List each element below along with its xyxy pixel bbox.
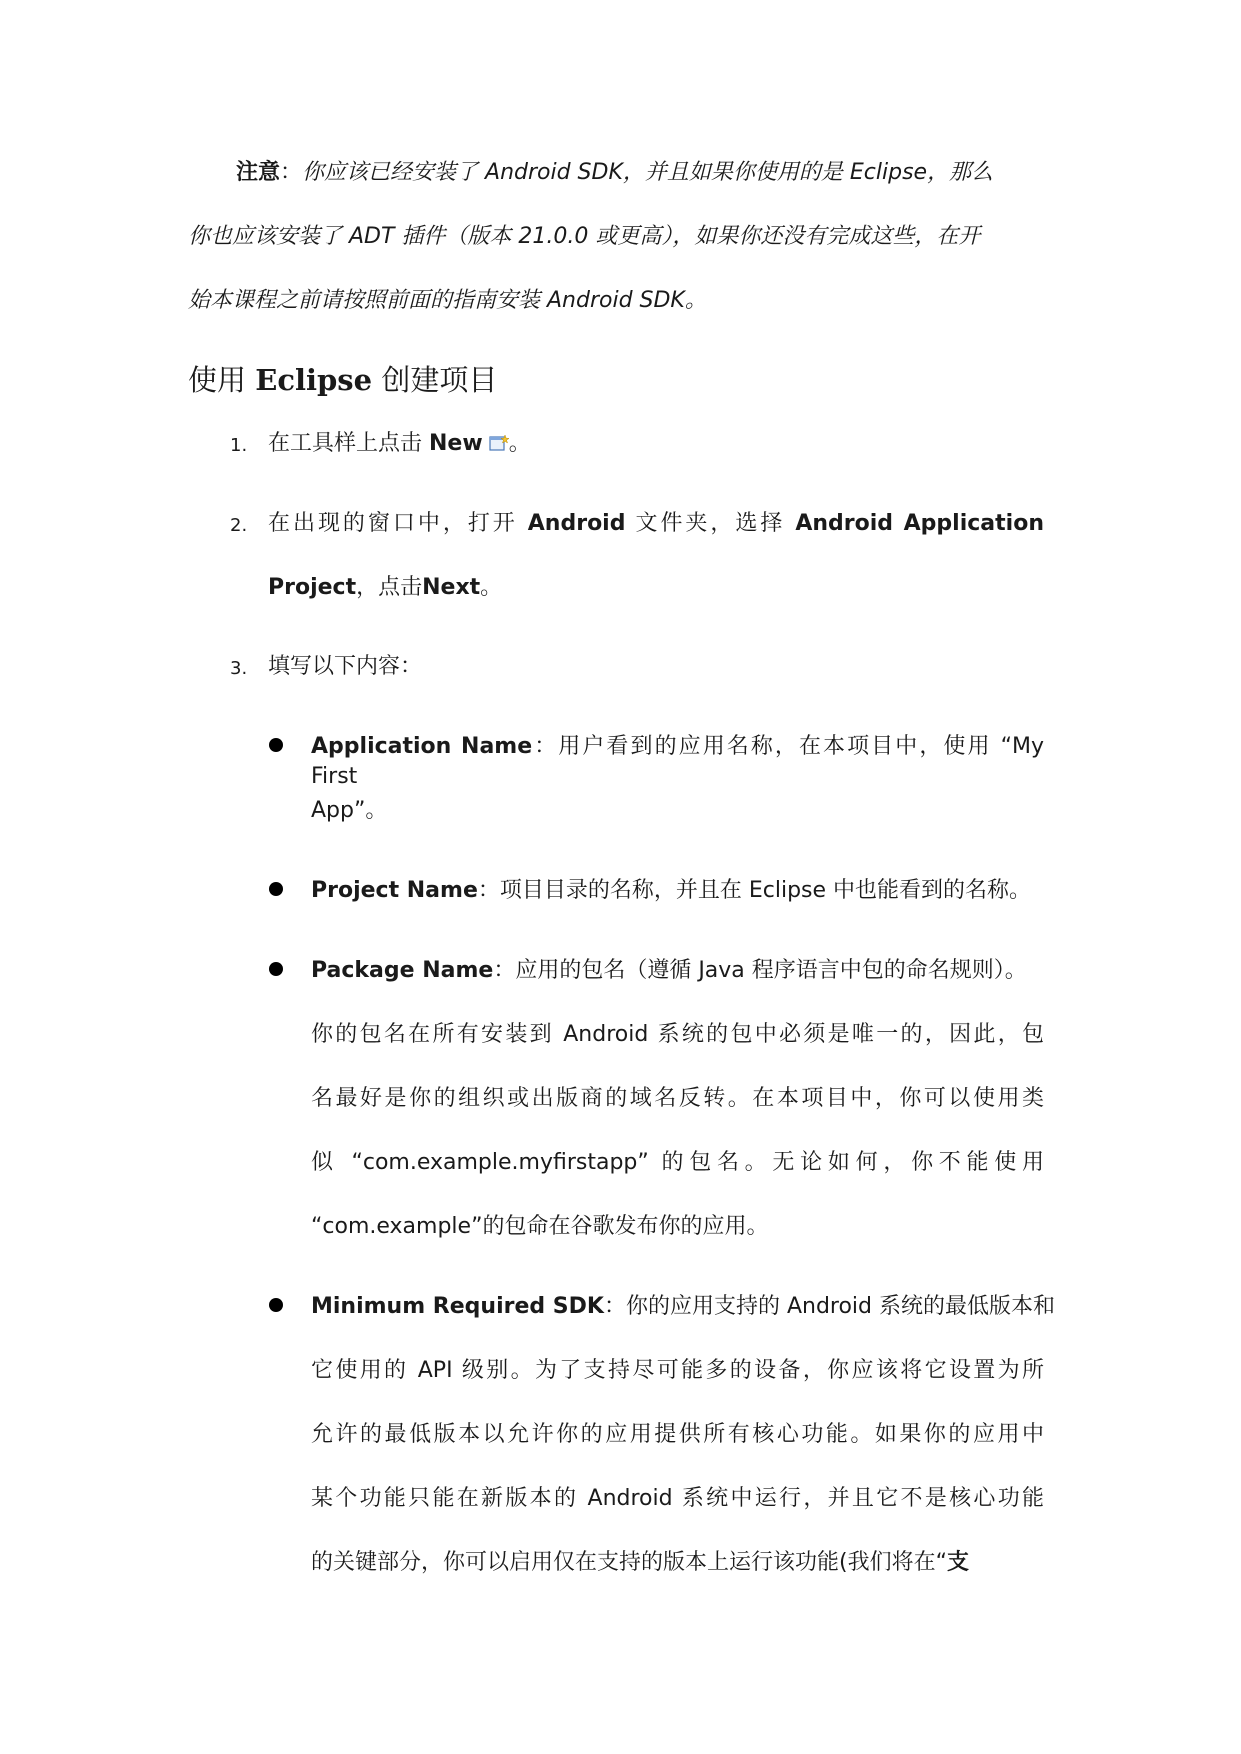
step-1	[268, 429, 531, 459]
section-heading	[188, 360, 497, 400]
bullet-package-name	[269, 962, 283, 976]
note-text-3: 始本课程之前请按照前面的指南安装 Android SDK。	[188, 288, 707, 313]
field-minimum-sdk-line-3	[311, 1420, 1044, 1450]
field-project-name-line-1	[311, 876, 1031, 906]
field-application-name-line-2	[311, 796, 387, 826]
field-package-name-line-3	[311, 1084, 1044, 1114]
step-2-bold-2: Android Application	[795, 511, 1044, 536]
heading-text-latin: Eclipse	[255, 363, 373, 397]
field-text: ：应用的包名（遵循 Java 程序语言中包的命名规则）。	[493, 958, 1027, 983]
field-text: 名最好是你的组织或出版商的域名反转。在本项目中，你可以使用类	[311, 1086, 1044, 1111]
field-minimum-sdk-line-5	[311, 1548, 969, 1578]
field-text: ：用户看到的应用名称，在本项目中，使用 “My First	[311, 734, 1044, 789]
step-2-bold-3: Project	[268, 575, 357, 600]
field-text: 你的包名在所有安装到 Android 系统的包中必须是唯一的，因此，包	[311, 1022, 1044, 1047]
field-text: 某个功能只能在新版本的 Android 系统中运行，并且它不是核心功能	[311, 1486, 1044, 1511]
step-2-bold-4: Next	[422, 575, 481, 600]
field-text: 似 “com.example.myfirstapp” 的包名。无论如何，你不能使用	[311, 1150, 1044, 1175]
field-text: ：你的应用支持的 Android 系统的最低版本和	[603, 1294, 1055, 1319]
step-1-text: 在工具样上点击	[268, 431, 423, 456]
field-package-name-line-4	[311, 1148, 1044, 1178]
step-2-period: 。	[480, 575, 503, 600]
step-1-bold: New	[429, 431, 483, 456]
field-text: 的关键部分，你可以启用仅在支持的版本上运行该功能(我们将在“	[311, 1550, 947, 1575]
note-line-1	[236, 158, 993, 188]
note-label: 注意	[236, 160, 281, 185]
field-minimum-sdk-line-2	[311, 1356, 1044, 1386]
heading-text-1: 使用	[188, 363, 247, 397]
field-name: Application Name	[311, 734, 533, 759]
step-3-text: 填写以下内容：	[268, 654, 423, 679]
step-2-text-1: 在出现的窗口中，打开	[268, 511, 518, 536]
note-line-2	[188, 222, 980, 252]
heading-text-2: 创建项目	[381, 363, 498, 397]
step-2-line-1	[268, 509, 1044, 539]
field-minimum-sdk-line-1	[311, 1292, 1055, 1322]
step-number-1: 1.	[230, 435, 248, 456]
field-name: Package Name	[311, 958, 494, 983]
field-text: “com.example”的包命在谷歌发布你的应用。	[311, 1214, 769, 1239]
step-2-line-2	[268, 573, 502, 603]
field-package-name-line-5	[311, 1212, 768, 1242]
field-package-name-line-1	[311, 956, 1027, 986]
note-colon: ：	[280, 160, 303, 185]
bullet-project-name	[269, 882, 283, 896]
step-3	[268, 652, 422, 682]
note-line-3	[188, 286, 707, 316]
field-name: Minimum Required SDK	[311, 1294, 604, 1319]
field-text: ：项目目录的名称，并且在 Eclipse 中也能看到的名称。	[477, 878, 1032, 903]
field-name: Project Name	[311, 878, 478, 903]
step-1-period: 。	[508, 431, 531, 456]
field-text: App”。	[311, 798, 388, 823]
field-application-name-line-1	[311, 732, 1044, 792]
step-number-2: 2.	[230, 515, 248, 536]
step-2-text-2: 文件夹，选择	[635, 511, 786, 536]
field-text-bold: 支	[946, 1550, 969, 1575]
step-2-text-3: ，点击	[356, 575, 423, 600]
bullet-minimum-sdk	[269, 1298, 283, 1312]
field-package-name-line-2	[311, 1020, 1044, 1050]
note-text-1: 你应该已经安装了 Android SDK，并且如果你使用的是 Eclipse，那么	[302, 160, 994, 185]
field-minimum-sdk-line-4	[311, 1484, 1044, 1514]
bullet-application-name	[269, 738, 283, 752]
step-number-3: 3.	[230, 658, 248, 679]
note-text-2: 你也应该安装了 ADT 插件（版本 21.0.0 或更高），如果你还没有完成这些，在开	[188, 224, 981, 249]
field-text: 允许的最低版本以允许你的应用提供所有核心功能。如果你的应用中	[311, 1422, 1044, 1447]
step-2-bold-1: Android	[527, 511, 626, 536]
new-project-icon	[489, 434, 509, 452]
field-text: 它使用的 API 级别。为了支持尽可能多的设备，你应该将它设置为所	[311, 1358, 1044, 1383]
